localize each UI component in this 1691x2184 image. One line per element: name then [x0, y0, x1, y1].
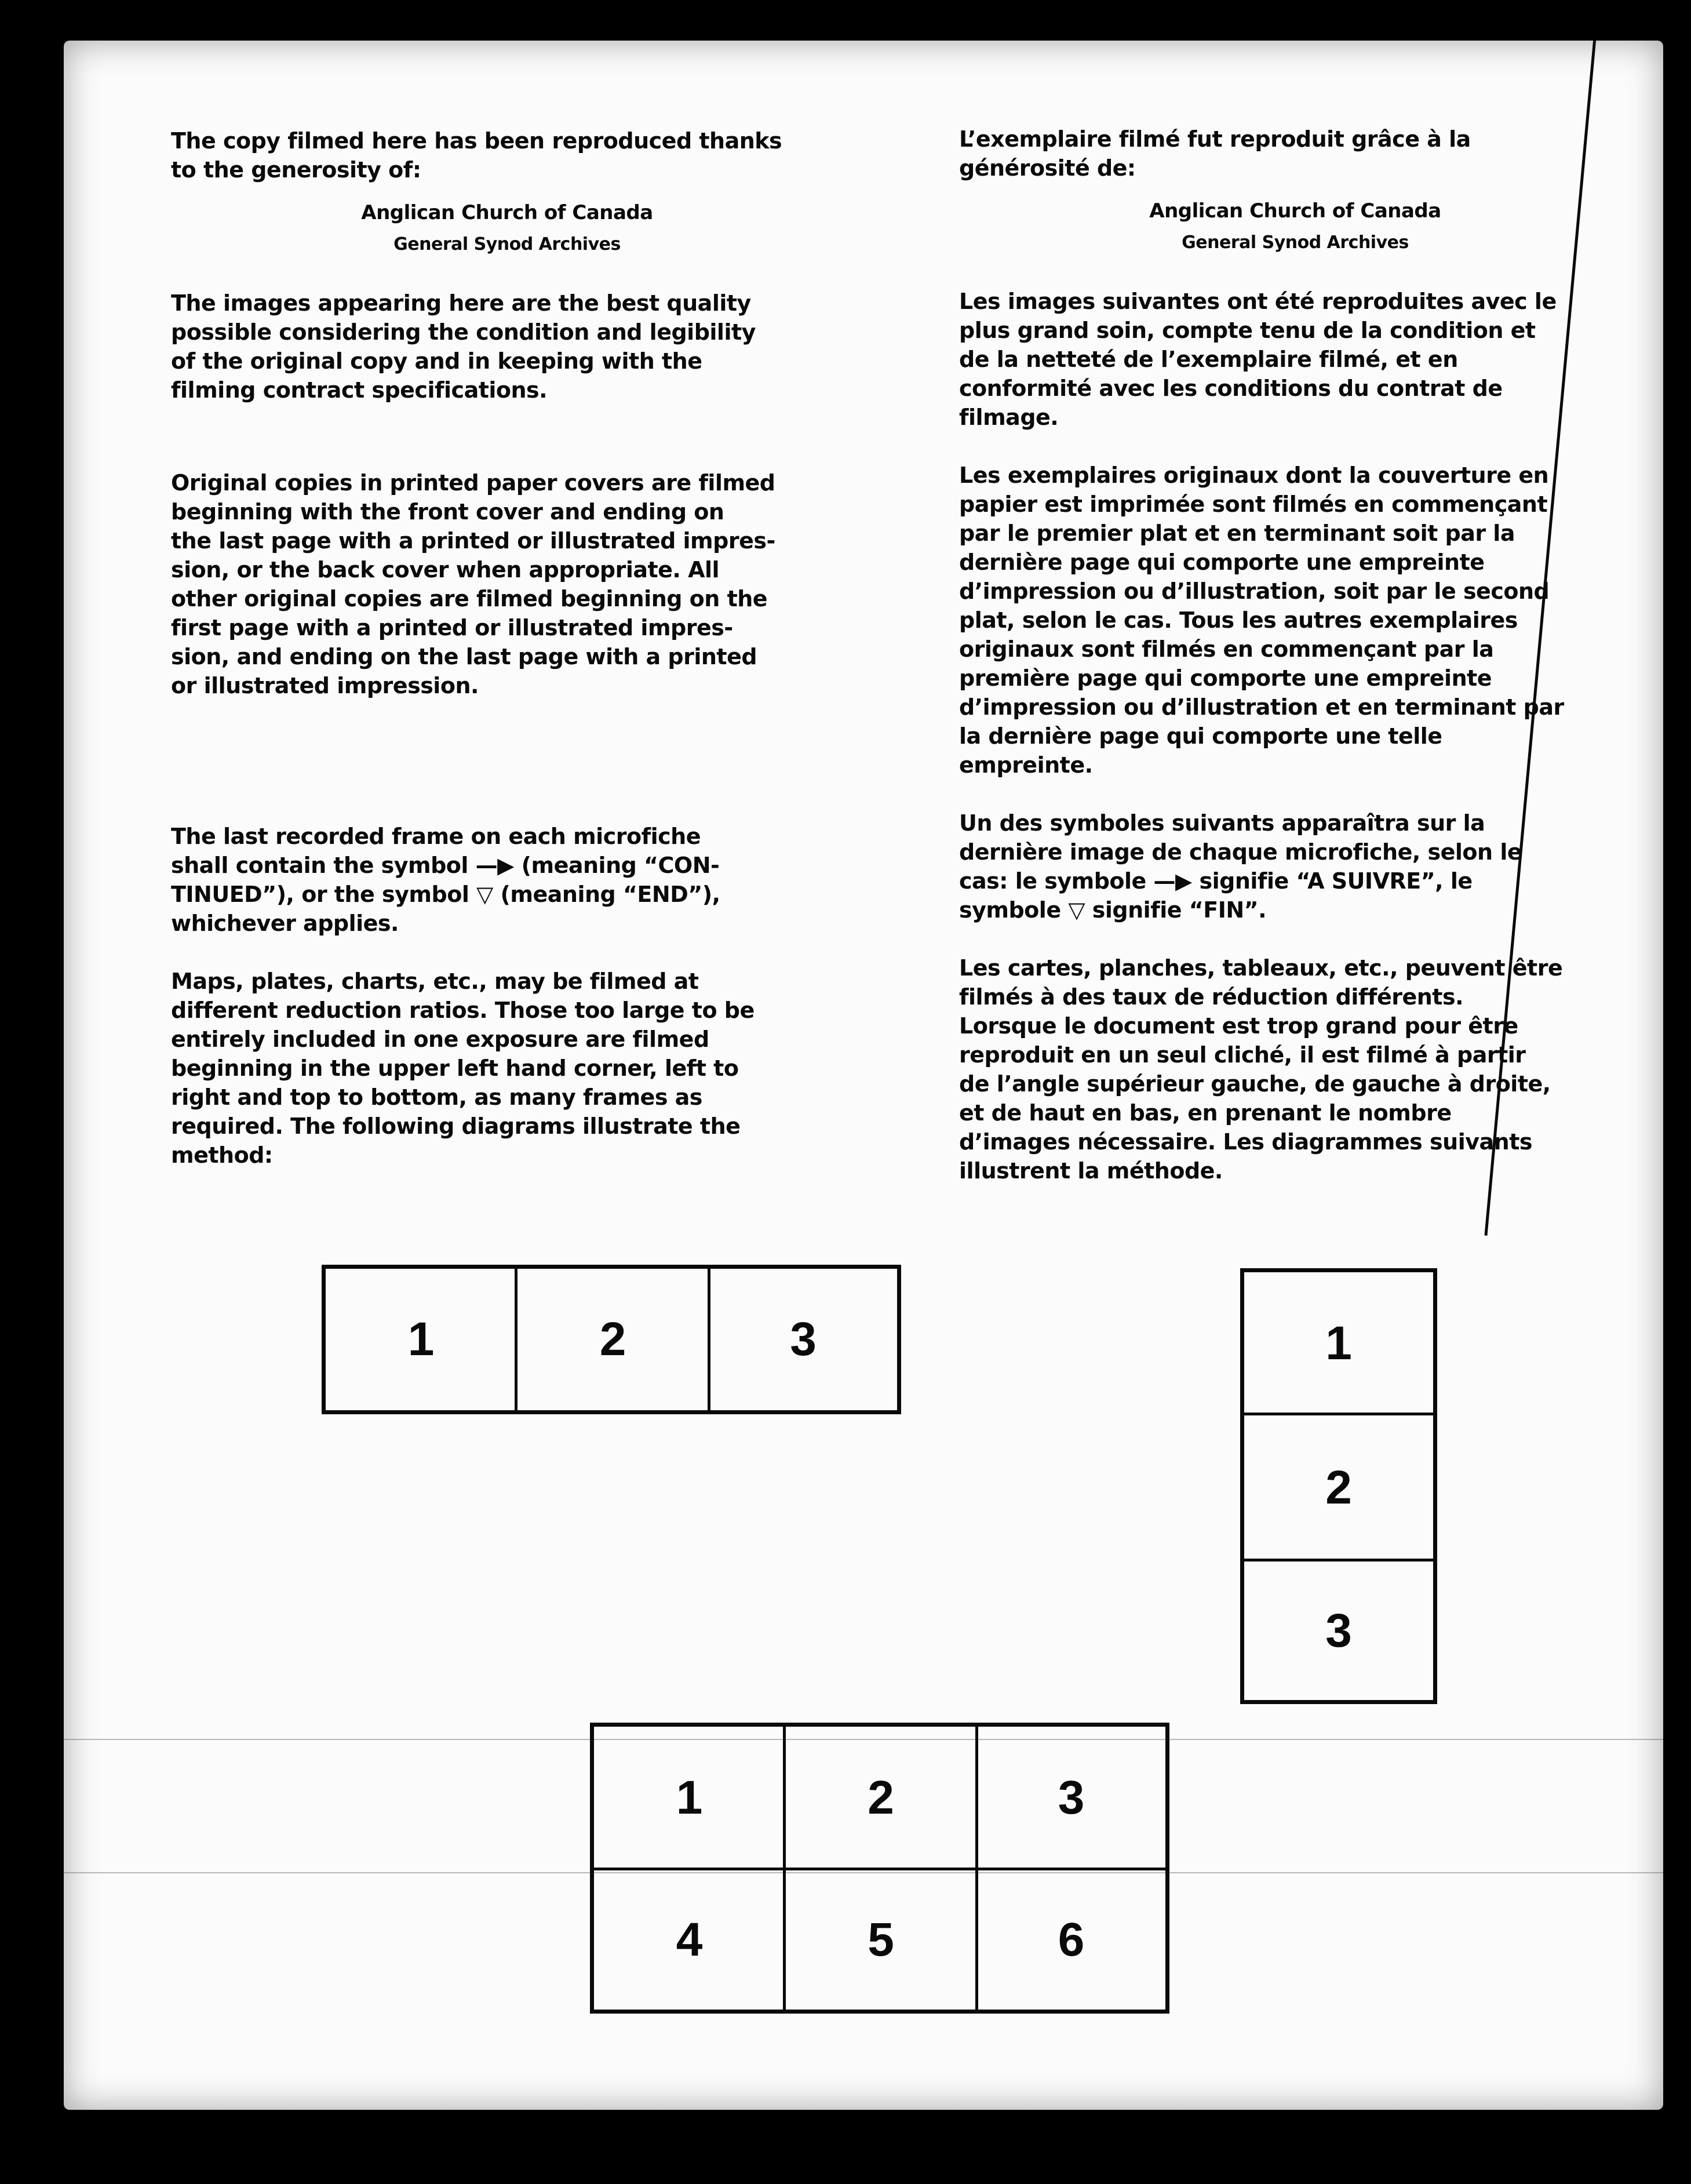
french-org: Anglican Church of Canada	[1149, 199, 1441, 223]
french-intro: L’exemplaire filmé fut reproduit grâce à la générosité de:	[959, 126, 1471, 181]
frame-cell: 1	[1325, 1316, 1352, 1370]
frame-cell: 3	[1058, 1771, 1085, 1824]
microfiche-target-page	[64, 41, 1663, 2110]
english-intro: The copy filmed here has been reproduced thanks to the generosity of:	[171, 128, 782, 183]
english-archives: General Synod Archives	[393, 234, 621, 254]
french-covers-paragraph: Les exemplaires originaux dont la couverture en papier est imprimée sont filmés en commençant par le premier plat et en terminant soit par la dernière page qui comporte une empreinte d’impression ou d’illustration, soit par le second plat, selon le cas. Tous les autres exemplaires originaux sont filmés en commençant par la première page qui comporte une empreinte d’impression ou d’illustration et en terminant par la dernière page qui comporte une telle empreinte.	[959, 463, 1564, 778]
english-maps-paragraph: Maps, plates, charts, etc., may be filmed at different reduction ratios. Those too large to be entirely included in one exposure are filmed beginning in the upper left hand corner, left to right and top to bottom, as many frames as required. The following diagrams illustrate the method:	[171, 969, 755, 1168]
horizontal-frame-diagram	[322, 1265, 901, 1414]
frame-cell: 1	[407, 1313, 435, 1366]
french-column	[959, 125, 1631, 1185]
french-symbols-paragraph: Un des symboles suivants apparaîtra sur la dernière image de chaque microfiche, selon le cas: le symbole —▶ signifie “A SUIVRE”, le symbole ▽ signifie “FIN”.	[959, 810, 1522, 923]
frame-cell: 2	[868, 1771, 894, 1824]
english-column	[171, 126, 843, 1170]
frame-cell: 3	[790, 1313, 817, 1366]
frame-cell: 3	[1325, 1604, 1352, 1657]
vertical-frame-diagram	[1240, 1268, 1437, 1704]
frame-cell: 5	[868, 1913, 894, 1966]
frame-cell: 1	[676, 1771, 703, 1824]
english-covers-paragraph: Original copies in printed paper covers are filmed beginning with the front cover and ending on the last page with a printed or illustrated impres- sion, or the back cover when appropriate. All other original copies are filmed beginning on the first page with a printed or illustrated impres- sion, and ending on the last page with a printed or illustrated impression.	[171, 470, 775, 698]
english-quality-paragraph: The images appearing here are the best quality possible considering the condition and legibility of the original copy and in keeping with the filming contract specifications.	[171, 290, 756, 403]
frame-cell: 2	[599, 1313, 626, 1366]
frame-cell: 2	[1325, 1461, 1352, 1514]
french-archives: General Synod Archives	[1182, 232, 1409, 253]
english-org: Anglican Church of Canada	[361, 201, 653, 224]
english-symbols-paragraph: The last recorded frame on each microfiche shall contain the symbol —▶ (meaning “CON- TINUED”), or the symbol ▽ (meaning “END”), whichever applies.	[171, 824, 720, 936]
grid-frame-diagram	[590, 1723, 1169, 2014]
frame-cell: 6	[1058, 1913, 1085, 1966]
frame-cell: 4	[676, 1913, 703, 1966]
french-quality-paragraph: Les images suivantes ont été reproduites avec le plus grand soin, compte tenu de la condition et de la netteté de l’exemplaire filmé, et en conformité avec les conditions du contrat de filmage.	[959, 289, 1557, 430]
french-maps-paragraph: Les cartes, planches, tableaux, etc., peuvent être filmés à des taux de réduction différents. Lorsque le document est trop grand pour être reproduit en un seul cliché, il est filmé à partir de l’angle supérieur gauche, de gauche à droite, et de haut en bas, en prenant le nombre d’images nécessaire. Les diagrammes suivants illustrent la méthode.	[959, 955, 1563, 1184]
